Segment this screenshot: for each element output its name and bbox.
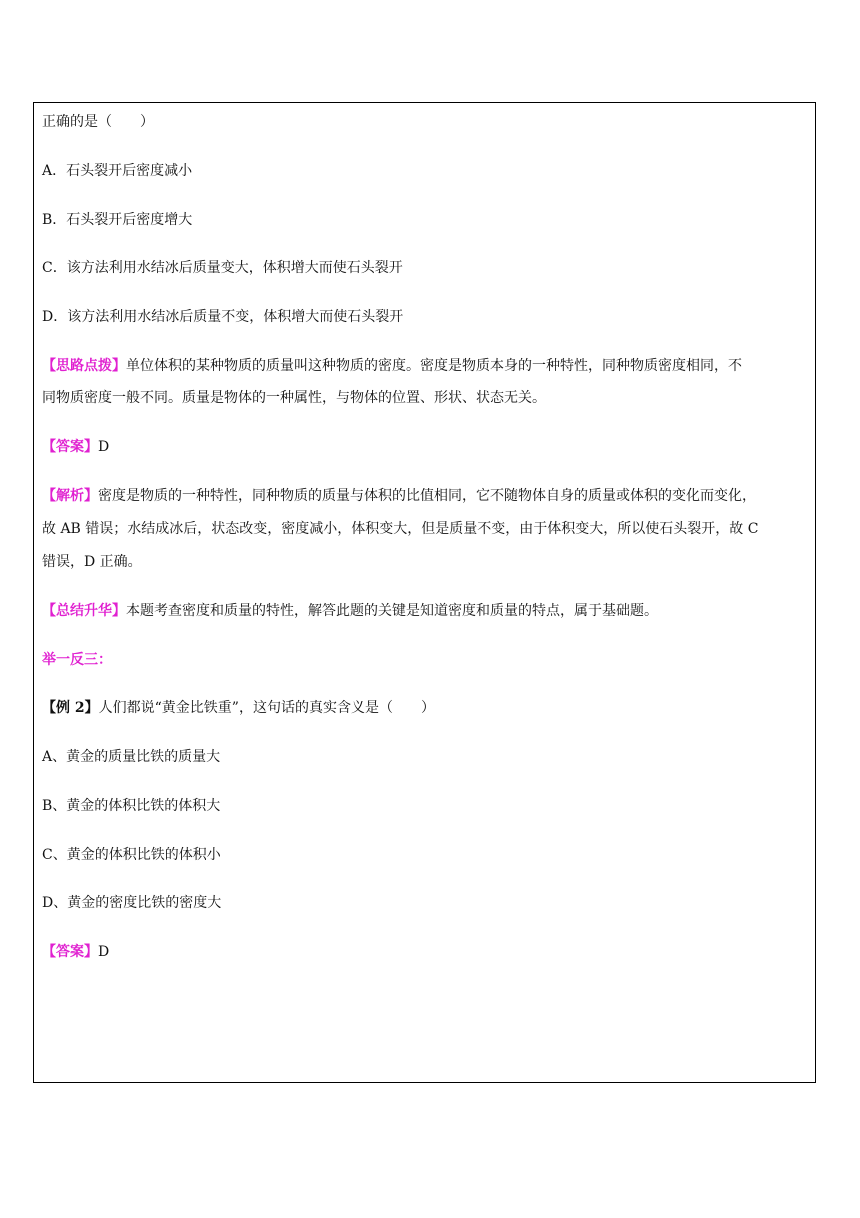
q2-answer-tag: 【答案】 bbox=[42, 944, 98, 960]
q1-answer bbox=[42, 437, 812, 457]
answer-value: D bbox=[98, 439, 110, 455]
q2-answer bbox=[42, 942, 812, 962]
q1-option-a: A．石头裂开后密度减小 bbox=[42, 163, 193, 179]
q1-hint-line2: 同物质密度一般不同。质量是物体的一种属性，与物体的位置、形状、状态无关。 bbox=[42, 390, 546, 406]
q1-analysis-line2: 故 AB 错误；水结成冰后，状态改变，密度减小，体积变大，但是质量不变，由于体积变大，所以使石头裂开，故 C bbox=[42, 521, 759, 537]
q2-option-c: C、黄金的体积比铁的体积小 bbox=[42, 847, 221, 863]
analysis-tag: 【解析】 bbox=[42, 488, 98, 504]
summary-text: 本题考查密度和质量的特性，解答此题的关键是知道密度和质量的特点，属于基础题。 bbox=[126, 603, 658, 619]
q1-stem-tail: 正确的是（ ） bbox=[42, 114, 154, 130]
q1-analysis-line1 bbox=[42, 486, 812, 506]
q1-option-c: C．该方法利用水结冰后质量变大，体积增大而使石头裂开 bbox=[42, 260, 403, 276]
section-title: 举一反三： bbox=[42, 652, 112, 668]
q1-option-b: B．石头裂开后密度增大 bbox=[42, 212, 193, 228]
q2-tag: 【例 2】 bbox=[42, 700, 99, 716]
q2-option-d: D、黄金的密度比铁的密度大 bbox=[42, 895, 222, 911]
q2-option-a: A、黄金的质量比铁的质量大 bbox=[42, 749, 221, 765]
q1-hint-line1 bbox=[42, 356, 812, 376]
q2-stem bbox=[42, 698, 812, 718]
answer-tag: 【答案】 bbox=[42, 439, 98, 455]
question-box bbox=[33, 102, 816, 1083]
q1-summary bbox=[42, 601, 812, 621]
q2-answer-value: D bbox=[98, 944, 110, 960]
q2-option-b: B、黄金的体积比铁的体积大 bbox=[42, 798, 221, 814]
summary-tag: 【总结升华】 bbox=[42, 603, 126, 619]
hint-tag: 【思路点拨】 bbox=[42, 358, 126, 374]
hint-text-1: 单位体积的某种物质的质量叫这种物质的密度。密度是物质本身的一种特性，同种物质密度相同，不 bbox=[126, 358, 742, 374]
q2-stem-text: 人们都说“黄金比铁重”，这句话的真实含义是（ ） bbox=[98, 700, 435, 716]
q1-option-d: D．该方法利用水结冰后质量不变，体积增大而使石头裂开 bbox=[42, 309, 404, 325]
q1-analysis-line3: 错误，D 正确。 bbox=[42, 554, 142, 570]
analysis-text-1: 密度是物质的一种特性，同种物质的质量与体积的比值相同，它不随物体自身的质量或体积的变化而变化， bbox=[98, 488, 756, 504]
